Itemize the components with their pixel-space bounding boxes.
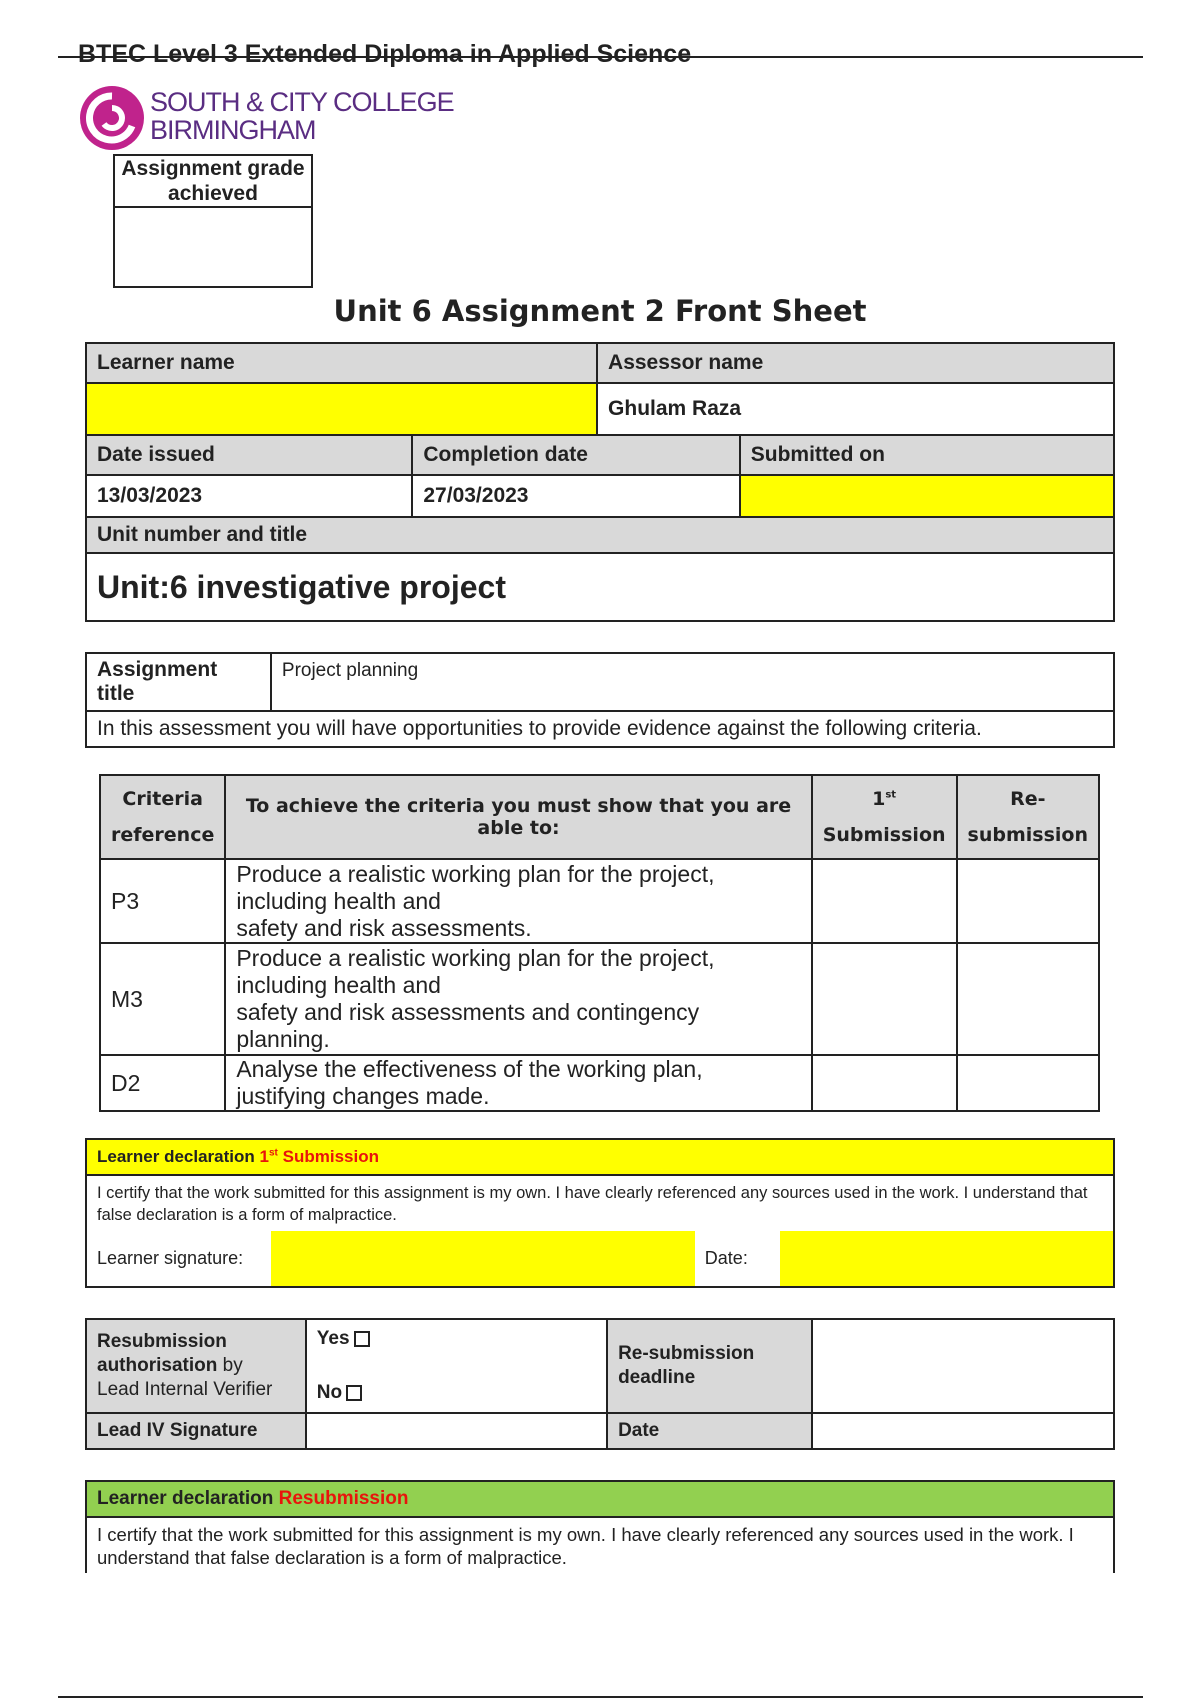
learner-signature-field[interactable] xyxy=(271,1231,695,1287)
resubmission-cell[interactable] xyxy=(957,859,1099,943)
resubmission-auth-label xyxy=(86,1319,306,1413)
declaration-first-sub xyxy=(260,1147,379,1166)
criteria-desc-line: Analyse the effectiveness of the working plan, xyxy=(236,1056,703,1082)
unit-title: Unit:6 investigative project xyxy=(86,553,1114,621)
unit-label: Unit number and title xyxy=(86,517,1114,553)
no-option[interactable] xyxy=(317,1382,596,1404)
resub-date-field[interactable] xyxy=(812,1413,1114,1449)
table-row xyxy=(100,859,1099,943)
yes-checkbox-icon[interactable] xyxy=(354,1331,370,1347)
resubmission-table xyxy=(85,1318,1115,1450)
criteria-desc-line: including health and xyxy=(236,887,441,914)
grade-box xyxy=(113,154,313,288)
college-name xyxy=(150,88,454,144)
submitted-on-label: Submitted on xyxy=(740,435,1114,475)
resubmission-deadline-field[interactable] xyxy=(812,1319,1114,1413)
criteria-desc-line: justifying changes made. xyxy=(236,1083,490,1109)
first-submission-cell[interactable] xyxy=(812,859,957,943)
criteria-ref-header-line1: Criteria xyxy=(122,788,203,810)
declaration-resub-red: Resubmission xyxy=(278,1488,409,1509)
date-issued-value: 13/03/2023 xyxy=(86,475,412,517)
submitted-on-field[interactable] xyxy=(740,475,1114,517)
table-row xyxy=(100,1055,1099,1111)
assignment-title-value: Project planning xyxy=(271,653,1114,711)
declaration-title-text: Learner declaration xyxy=(97,1147,255,1166)
no-label: No xyxy=(316,1382,343,1403)
declaration-resub-table xyxy=(85,1480,1115,1573)
auth-label-by: by xyxy=(222,1355,243,1376)
criteria-desc-line: including health and xyxy=(236,972,441,998)
assessor-name-value: Ghulam Raza xyxy=(597,383,1114,435)
first-submission-cell[interactable] xyxy=(812,943,957,1055)
declaration-resub-text: I certify that the work submitted for this assignment is my own. I have clearly referenced any sources used in the work. I understand that false declaration is a form of malpractice. xyxy=(86,1517,1114,1573)
learner-name-field[interactable] xyxy=(86,383,597,435)
grade-label: Assignment grade achieved xyxy=(115,156,311,208)
college-name-line1: SOUTH & CITY COLLEGE xyxy=(150,87,454,117)
criteria-table xyxy=(99,774,1100,1112)
no-checkbox-icon[interactable] xyxy=(346,1385,362,1401)
table-row xyxy=(100,943,1099,1055)
resubmission-header-line2: submission xyxy=(967,824,1088,846)
completion-date-value: 27/03/2023 xyxy=(412,475,739,517)
learner-details-table xyxy=(85,342,1115,622)
lead-iv-signature-field[interactable] xyxy=(306,1413,607,1449)
auth-label-rest: Lead Internal Verifier xyxy=(97,1379,273,1400)
resubmission-cell[interactable] xyxy=(957,943,1099,1055)
assignment-title-label: Assignment title xyxy=(86,653,271,711)
assessor-name-label: Assessor name xyxy=(597,343,1114,383)
declaration-date-label: Date: xyxy=(695,1231,780,1287)
resubmission-header-line1: Re- xyxy=(1010,788,1046,810)
first-submission-cell[interactable] xyxy=(812,1055,957,1111)
completion-date-label: Completion date xyxy=(412,435,739,475)
declaration-first-text: I certify that the work submitted for this assignment is my own. I have clearly referenced any sources used in the work. I understand that false declaration is a form of malpractice. xyxy=(86,1175,1114,1231)
criteria-ref: M3 xyxy=(100,943,225,1055)
criteria-desc-line: safety and risk assessments and contingency xyxy=(236,999,700,1025)
assignment-title-table xyxy=(85,652,1115,748)
criteria-desc xyxy=(225,1055,811,1111)
page-title: Unit 6 Assignment 2 Front Sheet xyxy=(333,294,867,328)
course-title: BTEC Level 3 Extended Diploma in Applied Science xyxy=(78,40,692,68)
criteria-desc xyxy=(225,943,811,1055)
criteria-desc-line: planning. xyxy=(236,1026,330,1052)
yes-option[interactable] xyxy=(317,1328,596,1350)
criteria-ref: D2 xyxy=(100,1055,225,1111)
criteria-desc-line: Produce a realistic working plan for the project, xyxy=(236,945,715,971)
first-submission-header-line2: Submission xyxy=(822,824,946,846)
criteria-ref-header-line2: reference xyxy=(111,824,215,846)
sub-sup: st xyxy=(268,1147,278,1159)
criteria-intro: In this assessment you will have opportunities to provide evidence against the following criteria. xyxy=(86,711,1114,747)
college-logo-icon xyxy=(78,84,146,152)
declaration-resub-title xyxy=(86,1481,1114,1517)
resubmission-cell[interactable] xyxy=(957,1055,1099,1111)
lead-iv-signature-label: Lead IV Signature xyxy=(86,1413,306,1449)
first-submission-header xyxy=(812,775,957,859)
first-submission-header-line1 xyxy=(823,788,946,810)
grade-value[interactable] xyxy=(115,208,311,288)
criteria-ref: P3 xyxy=(100,859,225,943)
declaration-first-title xyxy=(86,1139,1114,1175)
date-issued-label: Date issued xyxy=(86,435,412,475)
header-rule xyxy=(58,56,1143,58)
criteria-desc xyxy=(225,859,811,943)
first-num: 1 xyxy=(872,788,886,810)
criteria-desc-line: safety and risk assessments. xyxy=(236,914,532,941)
resubmission-header xyxy=(957,775,1099,859)
resub-date-label: Date xyxy=(607,1413,812,1449)
criteria-ref-header xyxy=(100,775,225,859)
declaration-date-field[interactable] xyxy=(780,1231,1114,1287)
learner-signature-label: Learner signature: xyxy=(86,1231,271,1287)
declaration-first-table xyxy=(85,1138,1115,1288)
first-sup: st xyxy=(885,789,897,801)
resubmission-choice-cell xyxy=(306,1319,607,1413)
declaration-resub-title-text: Learner declaration xyxy=(97,1488,274,1509)
resubmission-deadline-label: Re-submission deadline xyxy=(607,1319,812,1413)
sub-num: 1 xyxy=(259,1147,269,1166)
auth-label-bold: Resubmission authorisation xyxy=(97,1331,227,1376)
footer-rule xyxy=(58,1696,1143,1698)
yes-label: Yes xyxy=(316,1328,350,1349)
sub-word: Submission xyxy=(282,1147,379,1166)
learner-name-label: Learner name xyxy=(86,343,597,383)
criteria-desc-line: Produce a realistic working plan for the project, xyxy=(236,860,715,887)
criteria-desc-header: To achieve the criteria you must show that you are able to: xyxy=(225,775,811,859)
college-name-line2: BIRMINGHAM xyxy=(150,115,316,145)
